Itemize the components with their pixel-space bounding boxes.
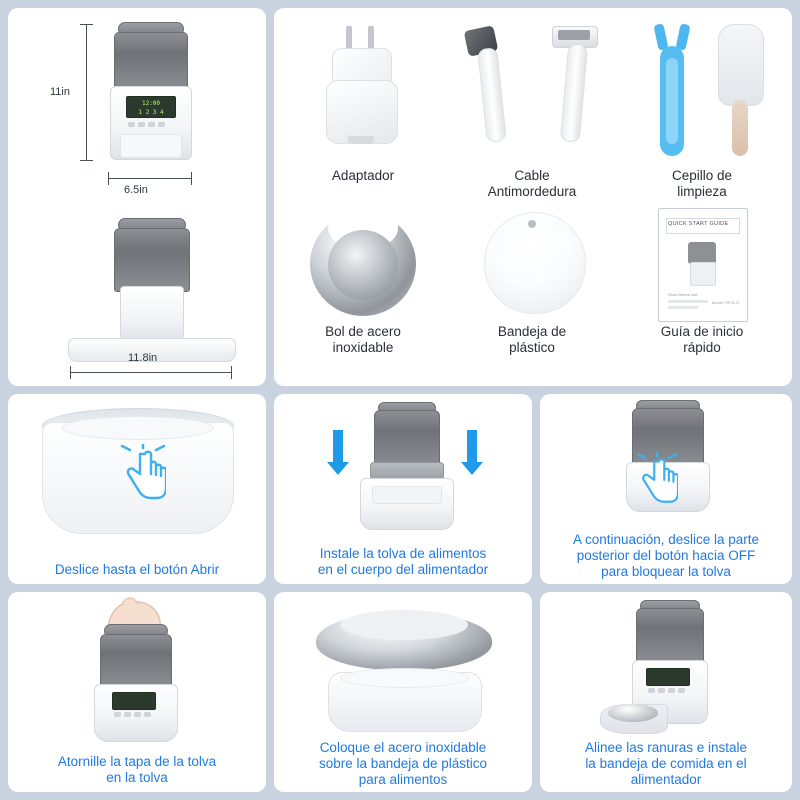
cleaning-brush-icon (626, 18, 778, 168)
device-display (126, 96, 176, 118)
feeder-front-view (104, 22, 196, 162)
width-dimension-line (108, 178, 192, 179)
step-6-caption-line3: alimentador (630, 772, 702, 787)
down-arrow-left-icon (326, 430, 350, 478)
device-buttons (114, 712, 151, 717)
accessories-card (274, 8, 792, 386)
accessory-bowl (288, 204, 438, 374)
accessory-tray-label-line2: plástico (509, 340, 555, 355)
accessory-brush-label-line2: limpieza (677, 184, 727, 199)
product-dimensions-card (8, 8, 266, 386)
step-5-caption-line2: sobre la bandeja de plástico (318, 756, 488, 771)
width-label: 6.5in (124, 184, 148, 196)
step-6-caption (540, 740, 792, 788)
step-6-caption-line2: la bandeja de comida en el (585, 756, 747, 771)
guide-title: QUICK START GUIDE (668, 221, 729, 227)
step-3-caption-line2: posterior del botón hacia OFF (576, 548, 756, 563)
guide-footer-right: Model: RF01-D (712, 300, 740, 305)
display-line-2: 1 2 3 4 (138, 109, 164, 116)
base-width-dimension-line (70, 372, 232, 373)
step-4-card (8, 592, 266, 792)
accessory-adapter-label: Adaptador (331, 168, 395, 183)
step-2-caption-line1: Instale la tolva de alimentos (319, 546, 487, 561)
step-6-card (540, 592, 792, 792)
plastic-tray-icon (452, 204, 612, 324)
accessory-guide-label-line2: rápido (683, 340, 721, 355)
base-width-label: 11.8in (128, 352, 158, 364)
step-3-card (540, 394, 792, 584)
step-2-caption (274, 546, 532, 578)
step-5-caption-line1: Coloque el acero inoxidable (319, 740, 487, 755)
accessory-bowl-label-line2: inoxidable (332, 340, 394, 355)
display-line-1: 12:00 (141, 100, 161, 107)
step-5-caption (274, 740, 532, 788)
accessory-adapter (288, 18, 438, 198)
accessory-brush-label-line1: Cepillo de (671, 168, 733, 183)
step-3-caption-line3: para bloquear la tolva (601, 564, 731, 579)
step-5-card (274, 592, 532, 792)
step-2-card (274, 394, 532, 584)
accessory-cable (452, 18, 612, 198)
accessory-guide-label-line1: Guía de inicio (660, 324, 744, 339)
accessory-bowl-label-line1: Bol de acero (325, 324, 401, 339)
usb-cable-icon (452, 18, 612, 168)
bowl-in-tray-icon (608, 704, 658, 722)
touch-hand-icon (120, 444, 166, 505)
accessory-tray-label-line1: Bandeja de (497, 324, 567, 339)
step-4-caption-line2: en la tolva (106, 770, 168, 785)
step-6-caption-line1: Alinee las ranuras e instale (584, 740, 748, 755)
step-2-caption-line2: en el cuerpo del alimentador (317, 562, 489, 577)
height-dimension-line (86, 24, 87, 160)
accessory-cable-label-line1: Cable (514, 168, 550, 183)
step-1-card (8, 394, 266, 584)
step-5-caption-line3: para alimentos (358, 772, 448, 787)
touch-hand-icon (636, 452, 678, 509)
step-4-caption (8, 754, 266, 786)
height-label: 11in (50, 86, 70, 98)
accessory-cable-label-line2: Antimordedura (487, 184, 577, 199)
down-arrow-right-icon (460, 430, 484, 478)
feeder-with-tray-view (106, 218, 198, 348)
step-4-caption-line1: Atornille la tapa de la tolva (57, 754, 217, 769)
device-buttons (648, 688, 685, 693)
device-display (112, 692, 156, 710)
step-1-illustration (8, 394, 266, 584)
accessory-tray (452, 204, 612, 374)
accessory-guide (626, 204, 778, 374)
device-buttons (128, 122, 165, 127)
stainless-bowl-icon (288, 204, 438, 324)
step-1-caption: Deslice hasta el botón Abrir (54, 562, 220, 577)
quick-start-guide-icon (626, 204, 778, 324)
accessory-brush (626, 18, 778, 198)
device-display (646, 668, 690, 686)
step-3-caption (540, 532, 792, 580)
step-3-caption-line1: A continuación, deslice la parte (572, 532, 760, 547)
power-adapter-icon (288, 18, 438, 168)
guide-footer-left: Read before use (668, 292, 698, 297)
